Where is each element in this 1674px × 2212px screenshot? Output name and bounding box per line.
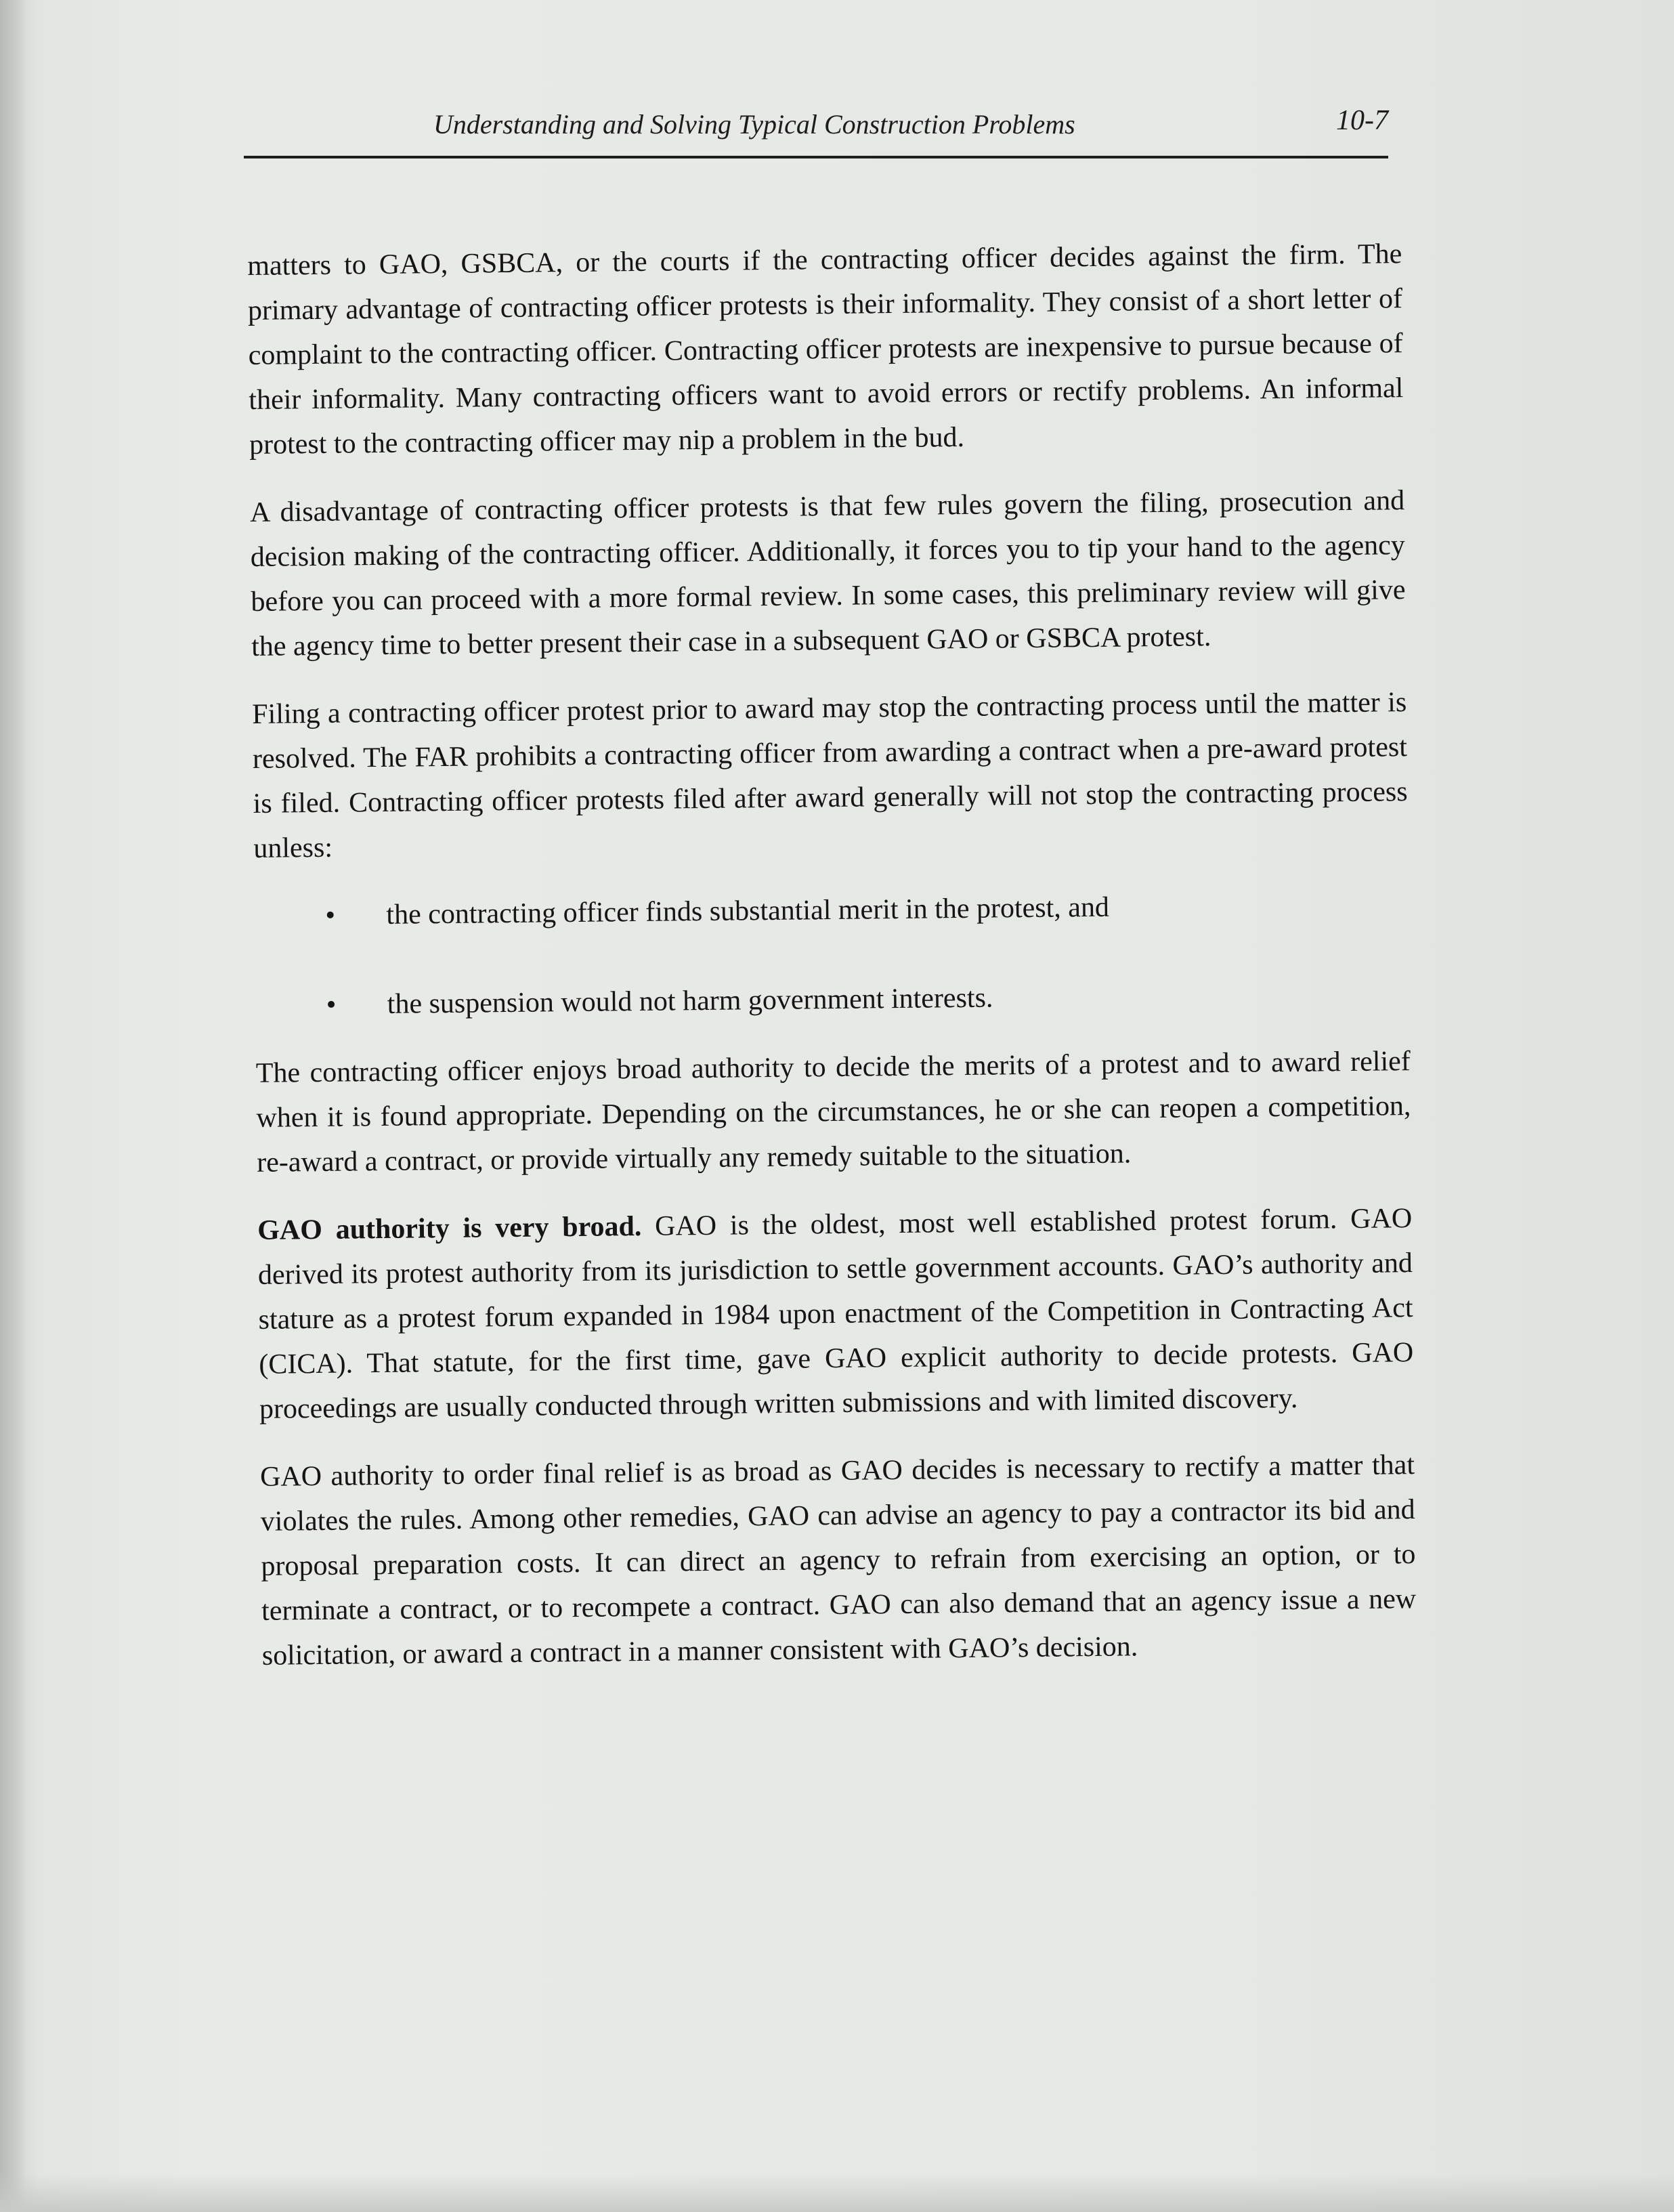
header-rule bbox=[244, 156, 1388, 158]
bullet-dot-icon: • bbox=[325, 899, 336, 931]
paragraph-4: The contracting officer enjoys broad authority to decide the merits of a protest and to award relief when it is found appropriate. Depending on the circumstances, he or she can reopen a competition, re-award a contract, or provide virtually any remedy suitable to the situation. bbox=[255, 1046, 1411, 1178]
paragraph-5 bbox=[257, 1196, 1414, 1432]
bottom-edge-shadow bbox=[0, 2174, 1674, 2212]
binding-shadow bbox=[0, 0, 27, 2212]
bullet-item-2 bbox=[255, 971, 1410, 1028]
running-title: Understanding and Solving Typical Construction Problems bbox=[433, 109, 1075, 140]
bullet-list bbox=[254, 882, 1410, 1028]
paragraph-2: A disadvantage of contracting officer protests is that few rules govern the filing, prosecution and decision making of the contracting officer. Additionally, it forces you to tip your hand to the agency before you can proceed with a more formal review. In some cases, this preliminary review will give the agency time to better present their case in a subsequent GAO or GSBCA protest. bbox=[249, 485, 1406, 662]
bullet-text-1: the contracting officer finds substantial merit in the protest, and bbox=[386, 891, 1110, 931]
bullet-dot-icon: • bbox=[326, 989, 337, 1021]
paragraph-6: GAO authority to order final relief is as broad as GAO decides is necessary to rectify a matter that violates the rules. Among other remedies, GAO can advise an agency to pay a contractor its bid and proposal preparation costs. It can direct an agency to refrain from exercising an option, or to terminate a contract, or to recompete a contract. GAO can also demand that an agency issue a new solicitation, or award a contract in a manner consistent with GAO’s decision. bbox=[259, 1449, 1417, 1672]
page-number: 10-7 bbox=[1336, 105, 1388, 136]
bullet-text-2: the suspension would not harm government interests. bbox=[387, 982, 993, 1020]
body-text bbox=[247, 232, 1417, 1701]
paragraph-1: matters to GAO, GSBCA, or the courts if the contracting officer decides against the firm. The primary advantage of contracting officer protests is their informality. They consist of a short letter of complaint to the contracting officer. Contracting officer protests are inexpensive to pursue because of their informality. Many contracting officers want to avoid errors or rectify problems. An informal protest to the contracting officer may nip a problem in the bud. bbox=[247, 238, 1404, 461]
paragraph-5-text: GAO is the oldest, most well established protest forum. GAO derived its protest authority from its jurisdiction to settle government accounts. GAO’s authority and stature as a protest forum expanded in 1984 upon enactment of the Competition in Contracting Act (CICA). That statute, for the first time, gave GAO explicit authority to decide protests. GAO proceedings are usually conducted through written submissions and with limited discovery. bbox=[257, 1203, 1414, 1425]
bullet-item-1 bbox=[254, 882, 1409, 939]
page-header bbox=[244, 102, 1388, 163]
section-lead-heading: GAO authority is very broad. bbox=[257, 1210, 642, 1246]
paragraph-3: Filing a contracting officer protest prior to award may stop the contracting process until the matter is resolved. The FAR prohibits a contracting officer from awarding a contract when a pre-award protest is filed. Contracting officer protests filed after award generally will not stop the contracting process unless: bbox=[252, 687, 1408, 864]
